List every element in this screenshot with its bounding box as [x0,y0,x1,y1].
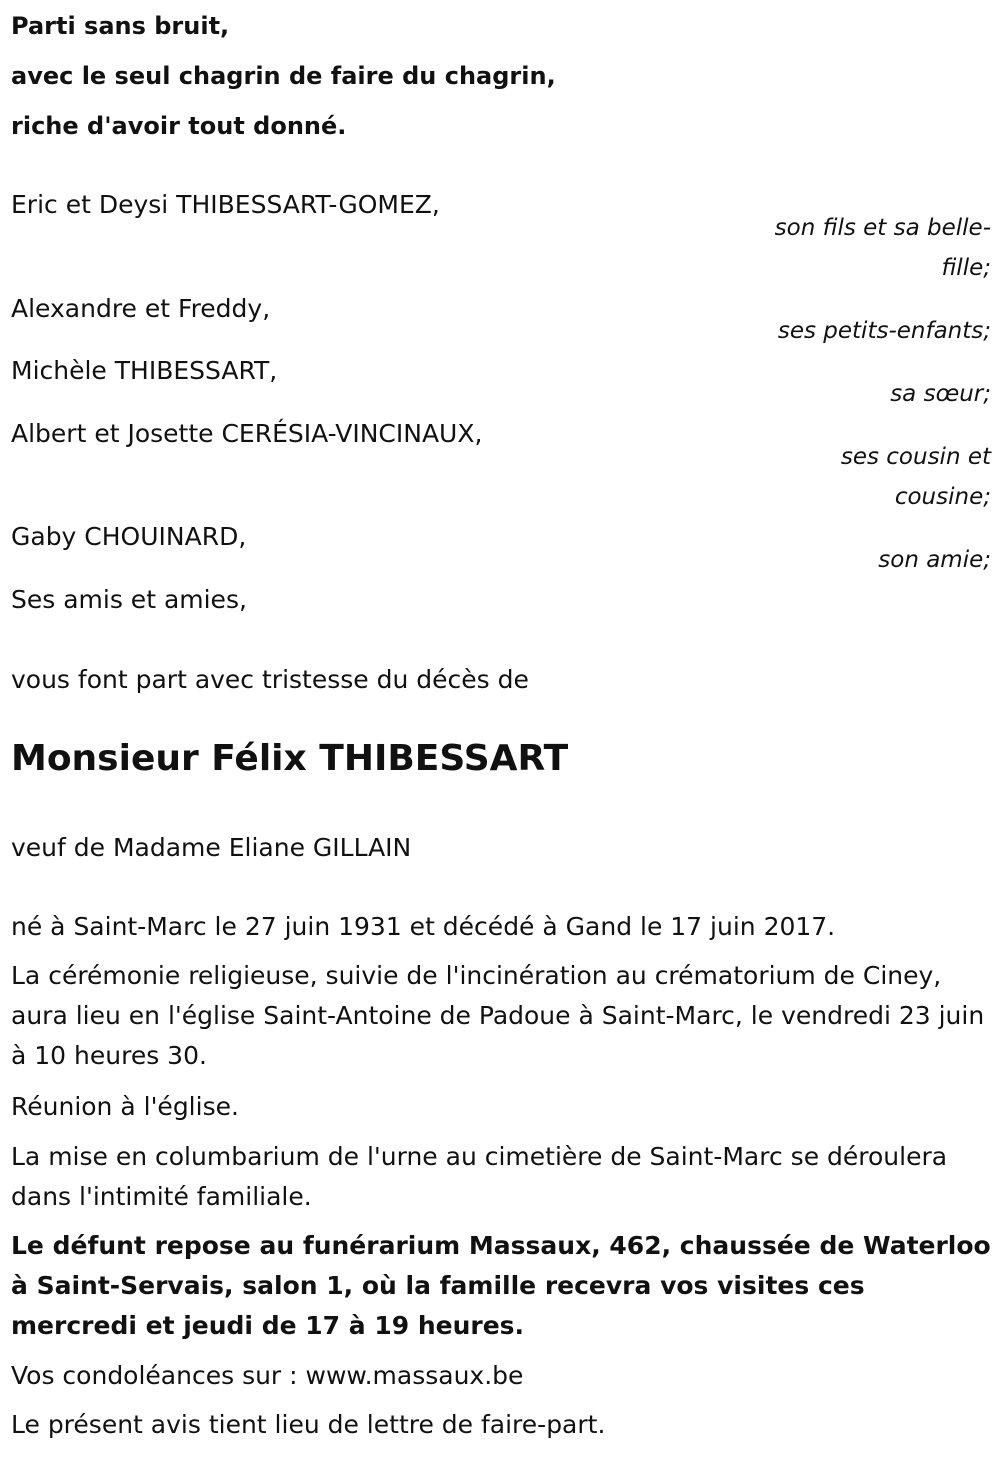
reunion-text: Réunion à l'église. [11,1092,239,1121]
columbarium-text: La mise en columbarium de l'urne au cimetière de Saint-Marc se déroulera dans l'intimité familiale. [11,1142,948,1211]
family-relation-5: son amie; [878,547,991,573]
family-name-1: Eric et Deysi THIBESSART-GOMEZ, [11,190,440,219]
family-name-2: Alexandre et Freddy, [11,294,271,323]
family-relation-3: sa sœur; [890,381,991,407]
funerarium-text: Le défunt repose au funérarium Massaux, 462, chaussée de Waterloo à Saint-Servais, salon 1, où la famille recevra vos visites ces mercredi et jeudi de 17 à 19 heures. [11,1231,991,1340]
deceased-name: Monsieur Félix THIBESSART [11,738,569,779]
announcement-text: vous font part avec tristesse du décès de [11,665,529,694]
family-relation-2: ses petits-enfants; [777,318,991,344]
poem-line-1: Parti sans bruit, [11,12,230,40]
birth-death-text: né à Saint-Marc le 27 juin 1931 et décédé à Gand le 17 juin 2017. [11,912,836,941]
poem-line-3: riche d'avoir tout donné. [11,112,347,140]
poem-line-2: avec le seul chagrin de faire du chagrin, [11,62,556,90]
family-name-3: Michèle THIBESSART, [11,356,278,385]
condolences-text: Vos condoléances sur : www.massaux.be [11,1361,524,1390]
family-name-5: Gaby CHOUINARD, [11,522,247,551]
family-name-4: Albert et Josette CERÉSIA-VINCINAUX, [11,419,483,448]
family-name-6: Ses amis et amies, [11,585,247,614]
family-relation-4: ses cousin et cousine; [840,444,991,510]
ceremony-text: La cérémonie religieuse, suivie de l'incinération au crématorium de Ciney, aura lieu en l'église Saint-Antoine de Padoue à Saint-Marc, le vendredi 23 juin à 10 heures 30. [11,961,985,1070]
widower-text: veuf de Madame Eliane GILLAIN [11,833,412,862]
notice-text: Le présent avis tient lieu de lettre de faire-part. [11,1410,606,1439]
family-relation-1: son fils et sa belle-fille; [774,215,991,281]
